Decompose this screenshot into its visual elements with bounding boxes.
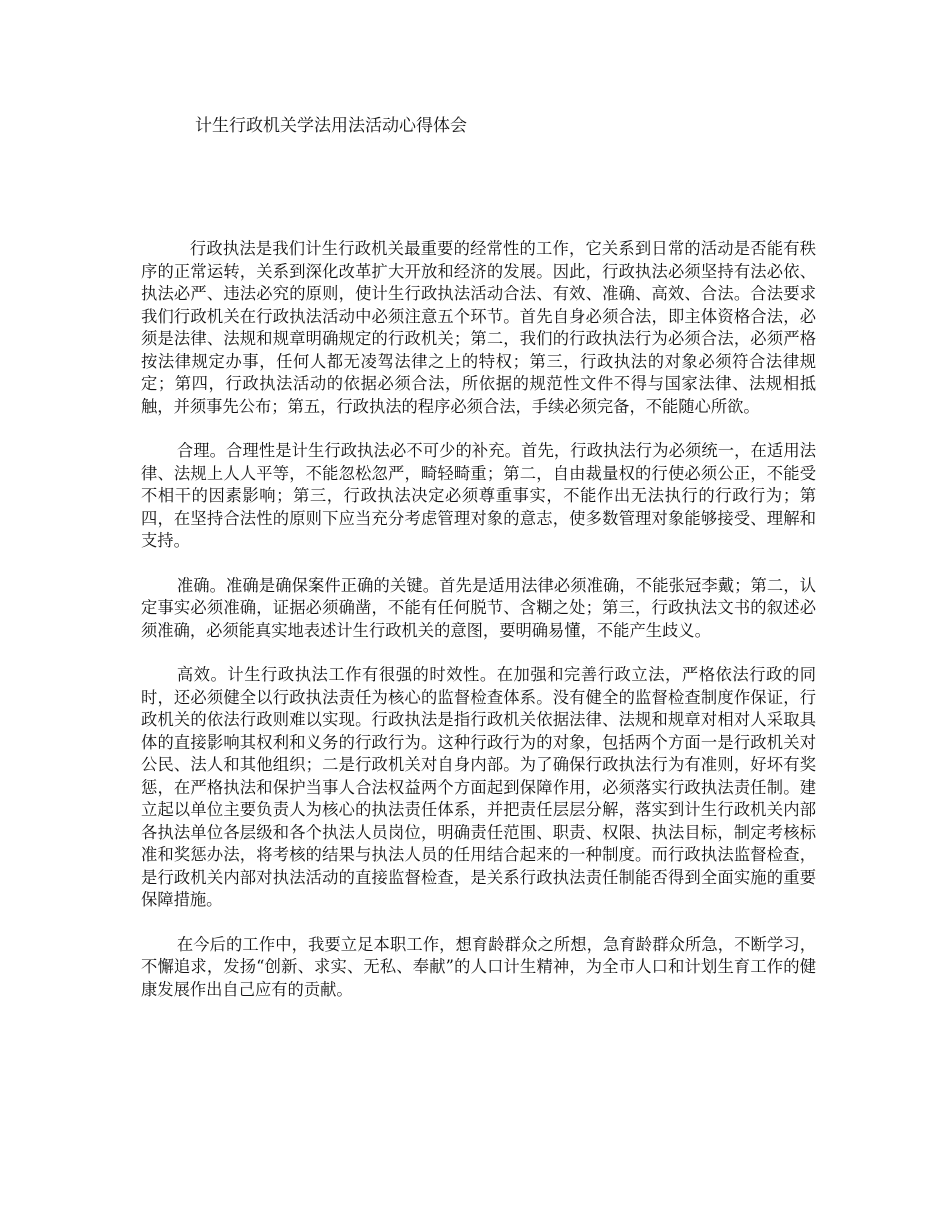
paragraph-conclusion: 在今后的工作中，我要立足本职工作，想育龄群众之所想，急育龄群众所急，不断学习，不懈追求，发扬“创新、求实、无私、奉献”的人口计生精神，为全市人口和计划生育工作的健康发展作出自己应有的贡献。 (141, 934, 816, 999)
document-title: 计生行政机关学法用法活动心得体会 (195, 116, 467, 136)
document-body (141, 238, 816, 1023)
paragraph-efficiency: 高效。计生行政执法工作有很强的时效性。在加强和完善行政立法，严格依法行政的同时，还必须健全以行政执法责任为核心的监督检查体系。没有健全的监督检查制度作保证，行政机关的依法行政则难以实现。行政执法是指行政机关依据法律、法规和规章对相对人采取具体的直接影响其权利和义务的行政行为。这种行政行为的对象，包括两个方面一是行政机关对公民、法人和其他组织；二是行政机关对自身内部。为了确保行政执法行为有准则，好坏有奖惩，在严格执法和保护当事人合法权益两个方面起到保障作用，必须落实行政执法责任制。建立起以单位主要负责人为核心的执法责任体系，并把责任层层分解，落实到计生行政机关内部各执法单位各层级和各个执法人员岗位，明确责任范围、职责、权限、执法目标，制定考核标准和奖惩办法，将考核的结果与执法人员的任用结合起来的一种制度。而行政执法监督检查，是行政机关内部对执法活动的直接监督检查，是关系行政执法责任制能否得到全面实施的重要保障措施。 (141, 665, 816, 909)
paragraph-reasonableness: 合理。合理性是计生行政执法必不可少的补充。首先，行政执法行为必须统一，在适用法律、法规上人人平等，不能忽松忽严，畸轻畸重；第二，自由裁量权的行使必须公正，不能受不相干的因素影响；第三，行政执法决定必须尊重事实，不能作出无法执行的行政行为；第四，在坚持合法性的原则下应当充分考虑管理对象的意志，使多数管理对象能够接受、理解和支持。 (141, 441, 816, 550)
paragraph-accuracy: 准确。准确是确保案件正确的关键。首先是适用法律必须准确，不能张冠李戴；第二，认定事实必须准确，证据必须确凿，不能有任何脱节、含糊之处；第三，行政执法文书的叙述必须准确，必须能真实地表述计生行政机关的意图，要明确易懂，不能产生歧义。 (141, 575, 816, 640)
paragraph-legality: 行政执法是我们计生行政机关最重要的经常性的工作，它关系到日常的活动是否能有秩序的正常运转，关系到深化改革扩大开放和经济的发展。因此，行政执法必须坚持有法必依、执法必严、违法必究的原则，使计生行政执法活动合法、有效、准确、高效、合法。合法要求我们行政机关在行政执法活动中必须注意五个环节。首先自身必须合法，即主体资格合法，必须是法律、法规和规章明确规定的行政机关；第二，我们的行政执法行为必须合法，必须严格按法律规定办事，任何人都无凌驾法律之上的特权；第三，行政执法的对象必须符合法律规定；第四，行政执法活动的依据必须合法，所依据的规范性文件不得与国家法律、法规相抵触，并须事先公布；第五，行政执法的程序必须合法，手续必须完备，不能随心所欲。 (141, 239, 816, 416)
